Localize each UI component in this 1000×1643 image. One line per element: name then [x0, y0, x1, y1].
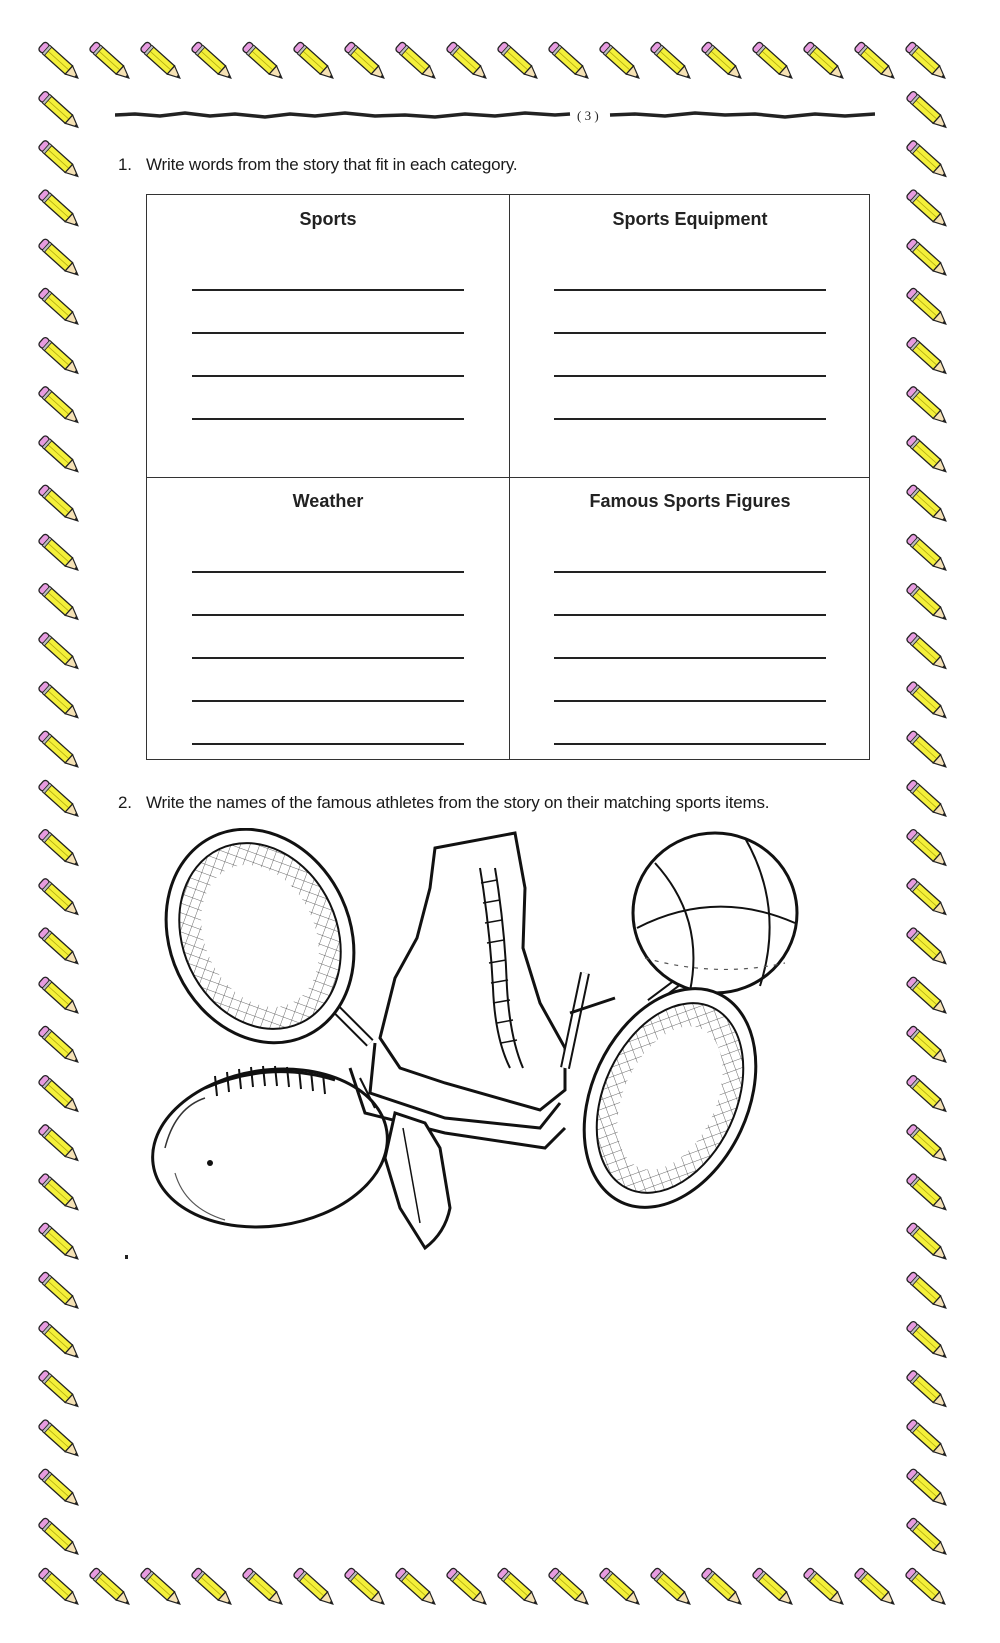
question-1-text: Write words from the story that fit in each category. [146, 155, 518, 174]
sports-items-illustration [145, 828, 845, 1258]
ice-skate-icon[interactable] [350, 833, 565, 1248]
answer-line[interactable] [192, 332, 464, 334]
category-heading: Famous Sports Figures [589, 491, 791, 511]
category-heading: Sports Equipment [612, 209, 768, 229]
tennis-racket-right-icon[interactable] [551, 961, 790, 1235]
answer-line[interactable] [192, 743, 464, 745]
tennis-racket-left-icon[interactable] [145, 828, 388, 1074]
answer-line[interactable] [192, 289, 464, 291]
answer-line[interactable] [192, 418, 464, 420]
answer-line[interactable] [192, 375, 464, 377]
answer-line[interactable] [554, 332, 826, 334]
answer-line[interactable] [554, 571, 826, 573]
question-1-number: 1. [118, 155, 132, 174]
question-2 [118, 793, 769, 813]
answer-line[interactable] [192, 614, 464, 616]
answer-line[interactable] [554, 657, 826, 659]
category-heading: Weather [292, 491, 364, 511]
answer-line[interactable] [192, 657, 464, 659]
question-2-text: Write the names of the famous athletes from the story on their matching sports items. [146, 793, 770, 812]
basketball-icon[interactable] [633, 833, 797, 1003]
answer-line[interactable] [192, 571, 464, 573]
football-icon[interactable] [145, 1054, 398, 1241]
torn-page-edge [115, 105, 875, 127]
category-cell-sports-equipment [509, 195, 871, 477]
answer-line[interactable] [554, 375, 826, 377]
question-2-number: 2. [118, 793, 132, 812]
category-grid [146, 194, 870, 760]
category-cell-famous-sports-figures [509, 477, 871, 761]
question-1 [118, 155, 517, 175]
answer-line[interactable] [554, 743, 826, 745]
page-mark: ( 3 ) [577, 108, 599, 123]
answer-line[interactable] [554, 614, 826, 616]
stray-mark [125, 1255, 128, 1259]
answer-line[interactable] [554, 700, 826, 702]
category-cell-sports [147, 195, 509, 477]
category-cell-weather [147, 477, 509, 761]
answer-line[interactable] [192, 700, 464, 702]
answer-line[interactable] [554, 289, 826, 291]
category-heading: Sports [299, 209, 357, 229]
answer-line[interactable] [554, 418, 826, 420]
